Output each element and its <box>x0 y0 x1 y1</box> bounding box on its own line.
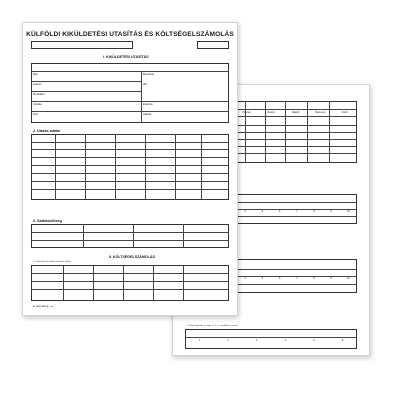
col-number: 7 <box>296 210 298 213</box>
col-number: 5 <box>261 277 264 280</box>
field-label-time: Idő <box>143 83 147 86</box>
meals-col-label: Forint <box>341 111 348 114</box>
field-label-name: Név <box>33 73 38 76</box>
col-number: 6 <box>278 277 281 280</box>
section-1-heading: I. KIKÜLDETÉSI UTASÍTÁS <box>103 55 149 59</box>
col-number: 4 <box>244 210 246 213</box>
travel-table <box>31 134 229 200</box>
col-number: 5 <box>313 339 315 342</box>
col-number: 2 <box>227 339 229 342</box>
col-number: 7 <box>296 277 298 280</box>
header-field-right <box>197 41 229 49</box>
costs-table <box>31 265 229 301</box>
col-number: 1 <box>198 339 200 342</box>
travel-section-heading: 2. Utazás adatai <box>33 129 60 133</box>
col-number: 3 <box>256 339 258 342</box>
meals-col-label: Összeg <box>242 111 251 114</box>
meals-col-label: Deviza <box>267 111 275 114</box>
form-code: B. 1300–201/új r. sz. <box>33 306 54 308</box>
field-label-signature: Aláírás <box>143 113 152 116</box>
field-label-address: Lakcím <box>33 83 42 86</box>
field-label-date: Kelt <box>33 113 38 116</box>
costs-section-heading: II. KÖLTSÉGELSZÁMOLÁS <box>109 255 155 259</box>
col-number: 6 <box>342 339 344 342</box>
col-number: 10 <box>347 277 350 280</box>
meals-col-label: Napidíj <box>291 111 300 114</box>
field-label-departure: Indulás <box>33 103 42 106</box>
form-page-front <box>22 22 238 316</box>
col-number: 8 <box>313 210 315 213</box>
meals-col-label: Összesen <box>314 111 326 114</box>
col-number: 4 <box>244 277 246 280</box>
costs-subtitle: 4. Választott devizában kifizetett előleg <box>33 261 71 263</box>
col-number: 4 <box>284 339 287 342</box>
accommodation-table <box>31 224 229 248</box>
field-label-job: Munkakör <box>33 93 45 96</box>
field-label-position: Beosztás <box>143 73 155 76</box>
table-c-number-row <box>185 339 357 342</box>
field-label-arrival: Érkezés <box>143 103 153 106</box>
col-number: 5 <box>261 210 264 213</box>
header-field-left <box>31 41 133 49</box>
form-title: KÜLFÖLDI KIKÜLDETÉSI UTASÍTÁS ÉS KÖLTSÉGELSZÁMOLÁS <box>26 31 234 38</box>
col-number: 6 <box>278 210 281 213</box>
personal-data-block <box>31 63 229 123</box>
col-number: 9 <box>330 210 332 213</box>
col-number: 8 <box>313 277 315 280</box>
col-number: 10 <box>347 210 350 213</box>
subsection-c-title: C) Költségtérítés az Szja. tv. 3. sz. melléklete szerint <box>187 325 238 327</box>
accommodation-section-heading: 3. Szállásköltség <box>33 219 62 223</box>
col-number: 9 <box>330 277 332 280</box>
